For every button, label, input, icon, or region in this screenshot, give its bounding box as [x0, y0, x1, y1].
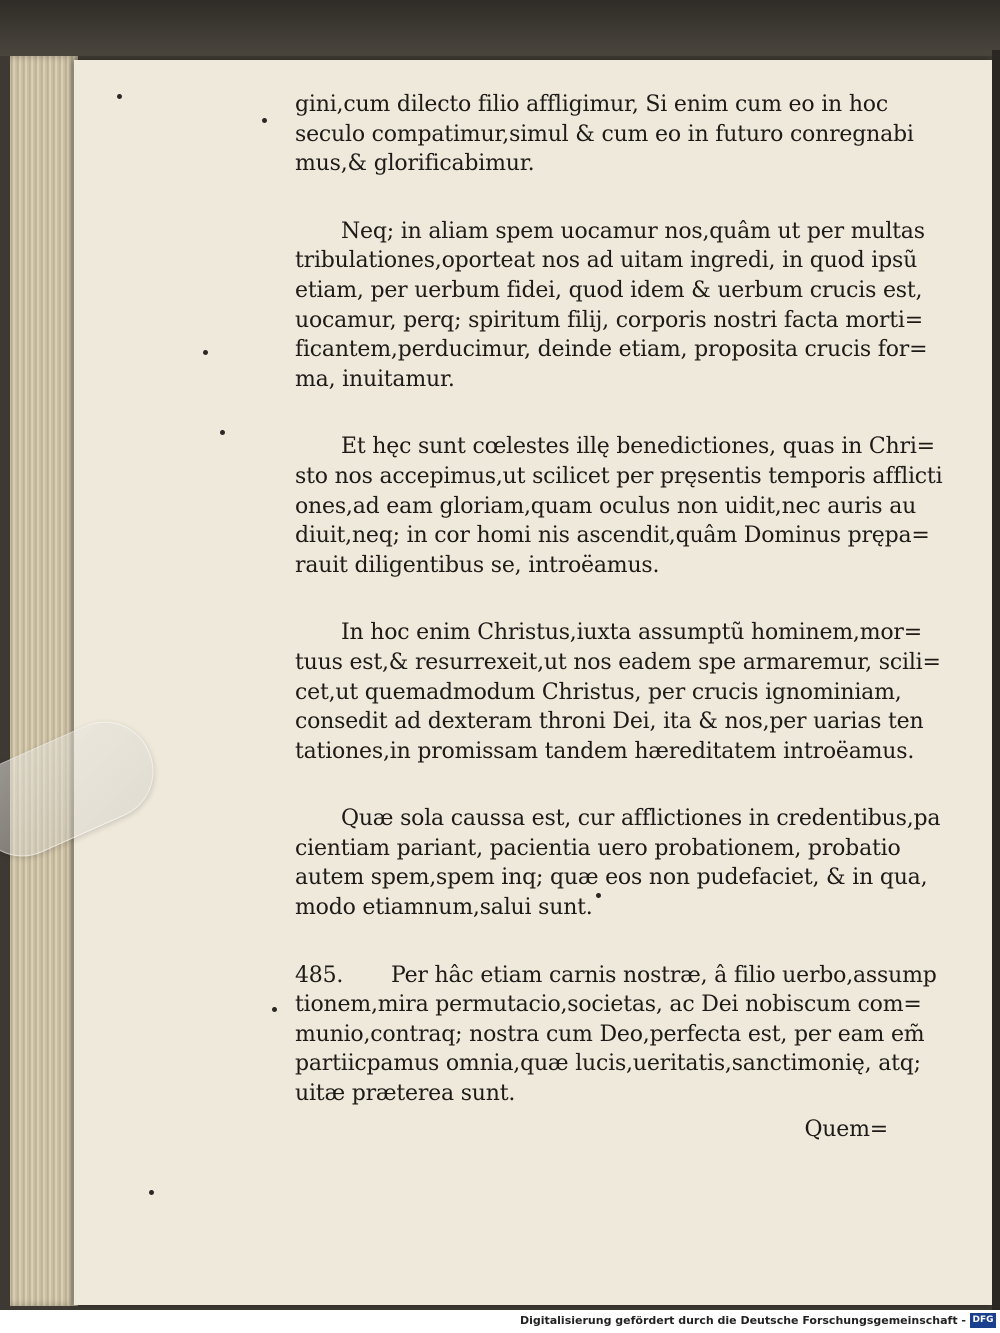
scanner-right-edge — [992, 50, 1000, 1310]
text-line: In hoc enim Christus,iuxta assumptũ hominem,mor= — [341, 620, 922, 646]
paragraph-4 — [295, 618, 941, 766]
paragraph-3 — [295, 432, 943, 580]
text-line-content: Per hâc etiam carnis nostræ, â filio uerbo,assump — [391, 962, 937, 988]
text-line: Neq; in aliam spem uocamur nos,quâm ut per multas — [341, 218, 925, 244]
text-line: diuit,neq; in cor homi nis ascendit,quâm Dominus prępa= — [295, 523, 930, 549]
text-line: mus,& glorificabimur. — [295, 151, 535, 177]
text-line — [295, 961, 937, 991]
paragraph-5 — [295, 804, 941, 922]
paragraph-1 — [295, 90, 914, 179]
text-line: uocamur, perq; spiritum filij, corporis nostri facta morti= — [295, 307, 923, 333]
text-line: ones,ad eam gloriam,quam oculus non uidit,nec auris au — [295, 493, 917, 519]
ink-speck — [203, 350, 208, 355]
book-page-edges — [10, 56, 78, 1306]
text-line: modo etiamnum,salui sunt. — [295, 895, 593, 921]
ink-speck — [220, 430, 225, 435]
catchword: Quem= — [804, 1116, 888, 1142]
ink-speck — [149, 1190, 154, 1195]
page-text — [295, 90, 943, 1144]
text-line: gini,cum dilecto filio affligimur, Si enim cum eo in hoc — [295, 92, 888, 117]
footer-bar — [0, 1310, 1000, 1333]
text-line: sto nos accepimus,ut scilicet per pręsentis temporis afflicti — [295, 463, 943, 489]
text-line: rauit diligentibus se, introëamus. — [295, 552, 660, 578]
text-line: ficantem,perducimur, deinde etiam, proposita crucis for= — [295, 337, 928, 363]
text-line: consedit ad dexteram throni Dei, ita & nos,per uarias ten — [295, 709, 924, 735]
text-line: ma, inuitamur. — [295, 366, 455, 392]
paragraph-2 — [295, 217, 928, 395]
text-line: tuus est,& resurrexeit,ut nos eadem spe armaremur, scili= — [295, 649, 941, 675]
text-line: partiicpamus omnia,quæ lucis,ueritatis,sanctimonię, atq; — [295, 1051, 921, 1077]
text-line: Et hęc sunt cœlestes illę benedictiones, quas in Chri= — [341, 434, 935, 460]
margin-number: 485. — [295, 962, 344, 988]
funding-credit: Digitalisierung gefördert durch die Deutsche Forschungsgemeinschaft - — [519, 1314, 966, 1327]
text-line: cientiam pariant, pacientia uero probationem, probatio — [295, 835, 901, 861]
text-line: uitæ præterea sunt. — [295, 1081, 516, 1107]
ink-speck — [262, 118, 267, 123]
text-line: tionem,mira permutacio,societas, ac Dei nobiscum com= — [295, 992, 922, 1018]
text-line: cet,ut quemadmodum Christus, per crucis ignominiam, — [295, 679, 902, 705]
text-line: autem spem,spem inq; quæ eos non pudefaciet, & in qua, — [295, 865, 928, 891]
paragraph-6 — [295, 961, 937, 1109]
text-line: tationes,in promissam tandem hæreditatem introëamus. — [295, 738, 915, 764]
text-line: etiam, per uerbum fidei, quod idem & uerbum crucis est, — [295, 277, 923, 303]
ink-speck — [272, 1007, 277, 1012]
text-line: munio,contraq; nostra cum Deo,perfecta est, per eam em̃ — [295, 1021, 925, 1047]
text-line: seculo compatimur,simul & cum eo in futuro conregnabi — [295, 121, 914, 147]
text-line: tribulationes,oporteat nos ad uitam ingredi, in quod ipsũ — [295, 248, 918, 274]
dfg-logo: DFG — [970, 1313, 996, 1328]
ink-speck — [117, 94, 122, 99]
text-line: Quæ sola caussa est, cur afflictiones in credentibus,pa — [341, 806, 941, 832]
scanner-top-edge — [0, 0, 1000, 56]
